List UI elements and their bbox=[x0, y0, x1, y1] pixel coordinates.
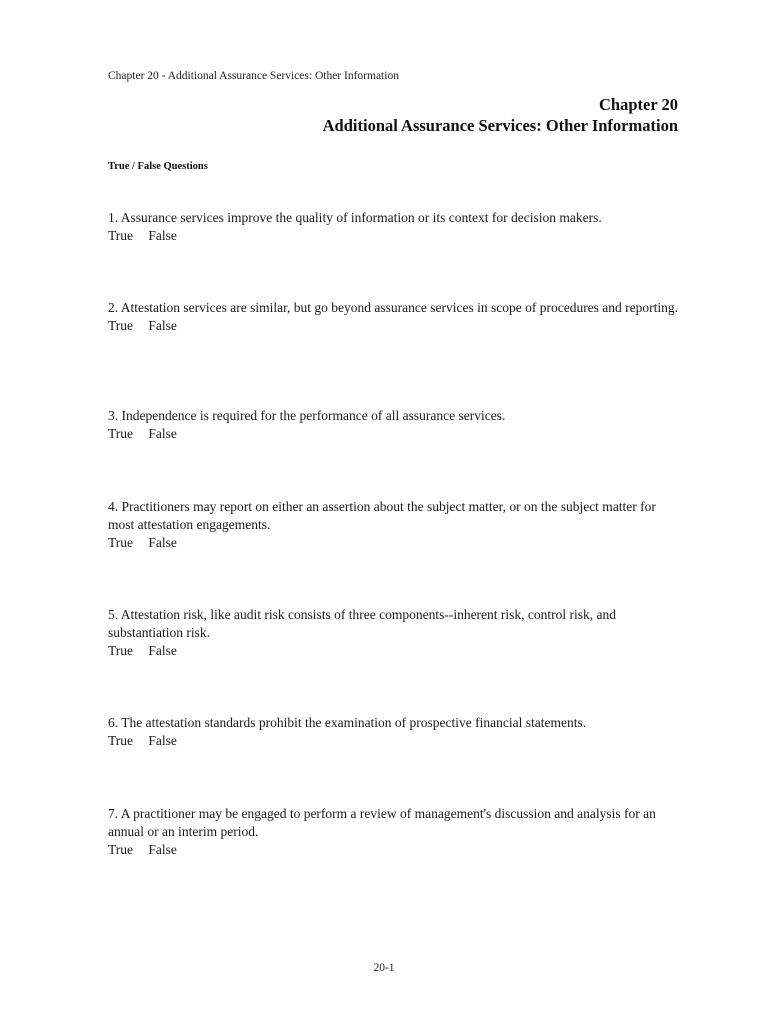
answer-option-true[interactable]: True bbox=[108, 842, 134, 857]
question-text: 6. The attestation standards prohibit the examination of prospective financial statements. bbox=[108, 715, 587, 730]
question-6 bbox=[108, 714, 683, 750]
answer-option-false[interactable]: False bbox=[148, 842, 177, 857]
question-text: 1. Assurance services improve the quality of information or its context for decision makers. bbox=[108, 210, 602, 225]
question-2 bbox=[108, 299, 683, 335]
answer-option-false[interactable]: False bbox=[148, 426, 177, 441]
question-text: 7. A practitioner may be engaged to perform a review of management's discussion and analysis for an annual or an interim period. bbox=[108, 806, 656, 839]
answer-option-true[interactable]: True bbox=[108, 643, 134, 658]
section-heading: True / False Questions bbox=[108, 161, 208, 172]
answer-option-true[interactable]: True bbox=[108, 426, 134, 441]
question-text: 2. Attestation services are similar, but go beyond assurance services in scope of procedures and reporting. bbox=[108, 300, 679, 315]
running-header: Chapter 20 - Additional Assurance Services: Other Information bbox=[108, 70, 399, 82]
answer-options bbox=[108, 642, 683, 660]
answer-option-false[interactable]: False bbox=[148, 228, 177, 243]
question-text: 3. Independence is required for the performance of all assurance services. bbox=[108, 408, 506, 423]
answer-option-true[interactable]: True bbox=[108, 228, 134, 243]
answer-option-false[interactable]: False bbox=[148, 733, 177, 748]
answer-option-false[interactable]: False bbox=[148, 643, 177, 658]
answer-options bbox=[108, 317, 683, 335]
answer-option-true[interactable]: True bbox=[108, 535, 134, 550]
question-5 bbox=[108, 606, 683, 660]
question-3 bbox=[108, 407, 683, 443]
answer-options bbox=[108, 227, 683, 245]
title-block bbox=[323, 94, 678, 136]
answer-option-false[interactable]: False bbox=[148, 318, 177, 333]
question-text: 5. Attestation risk, like audit risk consists of three components--inherent risk, control risk, and substantiation risk. bbox=[108, 607, 617, 640]
question-4 bbox=[108, 498, 683, 552]
question-1 bbox=[108, 209, 683, 245]
question-text: 4. Practitioners may report on either an assertion about the subject matter, or on the subject matter for most attestation engagements. bbox=[108, 499, 656, 532]
answer-options bbox=[108, 534, 683, 552]
answer-option-true[interactable]: True bbox=[108, 318, 134, 333]
answer-option-true[interactable]: True bbox=[108, 733, 134, 748]
chapter-title: Chapter 20 bbox=[599, 95, 678, 114]
question-7 bbox=[108, 805, 683, 859]
answer-options bbox=[108, 841, 683, 859]
answer-options bbox=[108, 732, 683, 750]
page-number: 20-1 bbox=[373, 962, 395, 974]
chapter-subtitle: Additional Assurance Services: Other Information bbox=[322, 116, 678, 135]
answer-options bbox=[108, 425, 683, 443]
answer-option-false[interactable]: False bbox=[148, 535, 177, 550]
